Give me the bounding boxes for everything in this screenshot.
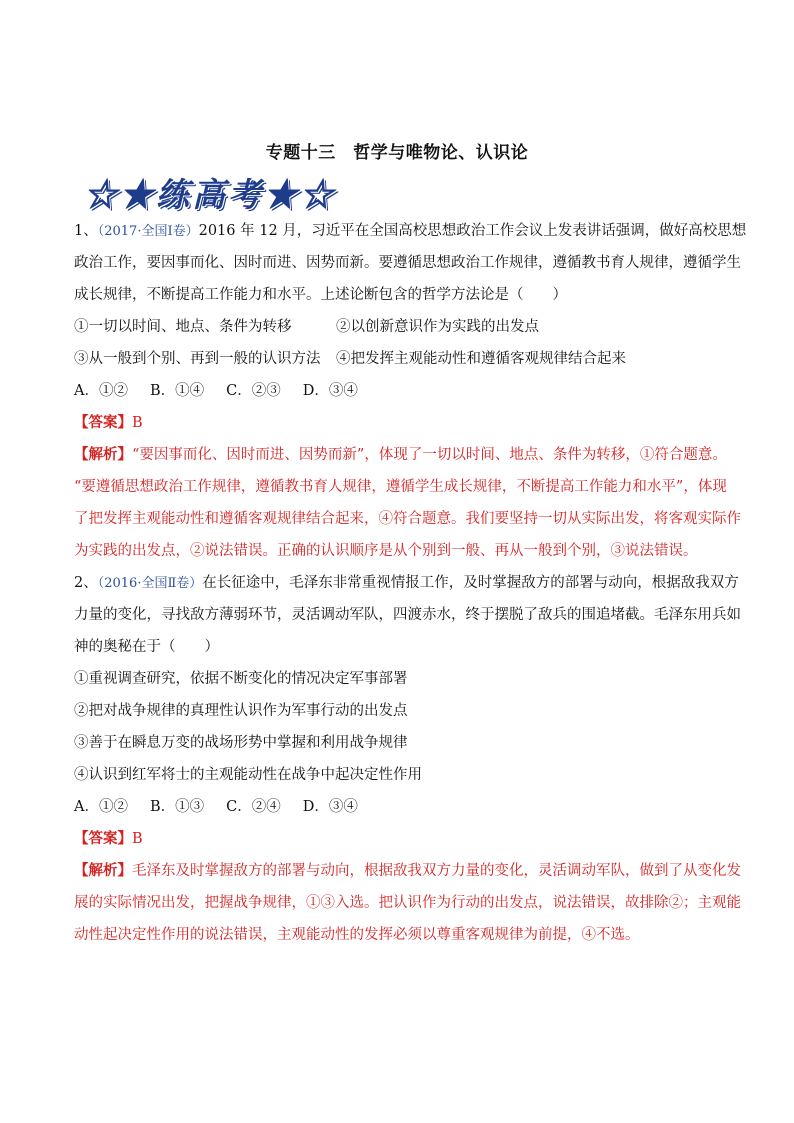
q2-analysis-label: 【解析】 <box>74 862 132 879</box>
q2-analysis-line-1 <box>74 855 741 887</box>
q1-options-row-2 <box>74 343 726 375</box>
q2-choices <box>74 791 726 823</box>
q1-analysis-label: 【解析】 <box>74 446 132 463</box>
q2-stem-text-1: 在长征途中，毛泽东非常重视情报工作，及时掌握敌方的部署与动向，根据敌我双方 <box>202 575 739 591</box>
q2-option-1: ①重视调查研究，依据不断变化的情况决定军事部署 <box>74 671 408 687</box>
q2-option-2: ②把对战争规律的真理性认识作为军事行动的出发点 <box>74 703 408 719</box>
q2-number: 2、 <box>74 575 98 591</box>
q2-option-3: ③善于在瞬息万变的战场形势中掌握和利用战争规律 <box>74 735 408 751</box>
q2-choice-d: D．③④ <box>302 799 358 815</box>
q1-options-row-1 <box>74 311 726 343</box>
q1-choice-d: D．③④ <box>302 383 358 399</box>
q1-number: 1、 <box>74 223 98 239</box>
q1-source: （2017·全国Ⅰ卷） <box>97 224 199 239</box>
q2-option-4: ④认识到红军将士的主观能动性在战争中起决定性作用 <box>74 767 422 783</box>
q2-analysis-line-2: 展的实际情况出发，把握战争规律，①③入选。把认识作为行动的出发点，说法错误，故排除②；主观能 <box>74 895 741 911</box>
q1-analysis-line-1 <box>74 439 726 471</box>
q1-stem-line-2: 政治工作，要因事而化、因时而进、因势而新。要遵循思想政治工作规律，遵循教书育人规律，遵循学生 <box>74 255 741 271</box>
q1-answer-label: 【答案】 <box>74 414 132 431</box>
page-title: 专题十三 哲学与唯物论、认识论 <box>265 143 529 163</box>
q2-answer-value: B <box>132 831 143 847</box>
q1-answer <box>74 407 726 439</box>
q1-analysis-line-2: “要遵循思想政治工作规律，遵循教书育人规律，遵循学生成长规律，不断提高工作能力和水平”，体现 <box>74 479 727 495</box>
q1-choices <box>74 375 726 407</box>
q2-answer <box>74 823 726 855</box>
q1-analysis-line-3: 了把发挥主观能动性和遵循客观规律结合起来，④符合题意。我们要坚持一切从实际出发，将客观实际作 <box>74 511 741 527</box>
q1-option-4: ④把发挥主观能动性和遵循客观规律结合起来 <box>336 351 626 367</box>
q1-option-1: ①一切以时间、地点、条件为转移 <box>74 319 292 335</box>
q1-option-2: ②以创新意识作为实践的出发点 <box>336 319 539 335</box>
q2-analysis-line-3: 动性起决定性作用的说法错误，主观能动性的发挥必须以尊重客观规律为前提，④不选。 <box>74 927 640 943</box>
q1-choice-c: C．②③ <box>226 383 281 399</box>
q2-stem-line-1 <box>74 567 739 599</box>
q2-choice-c: C．②④ <box>226 799 281 815</box>
q1-option-3: ③从一般到个别、再到一般的认识方法 <box>74 351 321 367</box>
q2-choice-b: B．①③ <box>149 799 205 815</box>
q1-analysis-text-1: “要因事而化、因时而进、因势而新”，体现了一切以时间、地点、条件为转移，①符合题意。 <box>132 447 727 463</box>
q2-stem-line-2: 力量的变化，寻找敌方薄弱环节，灵活调动军队，四渡赤水，终于摆脱了敌兵的围追堵截。毛泽东用兵如 <box>74 607 741 623</box>
q1-analysis-line-4: 为实践的出发点，②说法错误。正确的认识顺序是从个别到一般、再从一般到个别，③说法错误。 <box>74 543 698 559</box>
q1-stem-line-3: 成长规律，不断提高工作能力和水平。上述论断包含的哲学方法论是（ ） <box>74 287 567 303</box>
q1-choice-b: B．①④ <box>149 383 205 399</box>
q1-stem-text-1: 2016 年 12 月，习近平在全国高校思想政治工作会议上发表讲话强调，做好高校思想 <box>198 223 747 239</box>
q2-choice-a: A．①② <box>74 799 128 815</box>
q2-source: （2016·全国Ⅱ卷） <box>97 576 203 591</box>
q2-analysis-text-1: 毛泽东及时掌握敌方的部署与动向，根据敌我双方力量的变化，灵活调动军队，做到了从变化发 <box>132 863 741 879</box>
q2-stem-line-3: 神的奥秘在于（ ） <box>74 639 219 655</box>
q1-answer-value: B <box>132 415 143 431</box>
document-body <box>74 215 747 951</box>
q1-choice-a: A．①② <box>74 383 128 399</box>
practice-banner: ☆★练高考★☆ <box>84 174 336 214</box>
q2-answer-label: 【答案】 <box>74 830 132 847</box>
q1-stem-line-1 <box>74 215 747 247</box>
